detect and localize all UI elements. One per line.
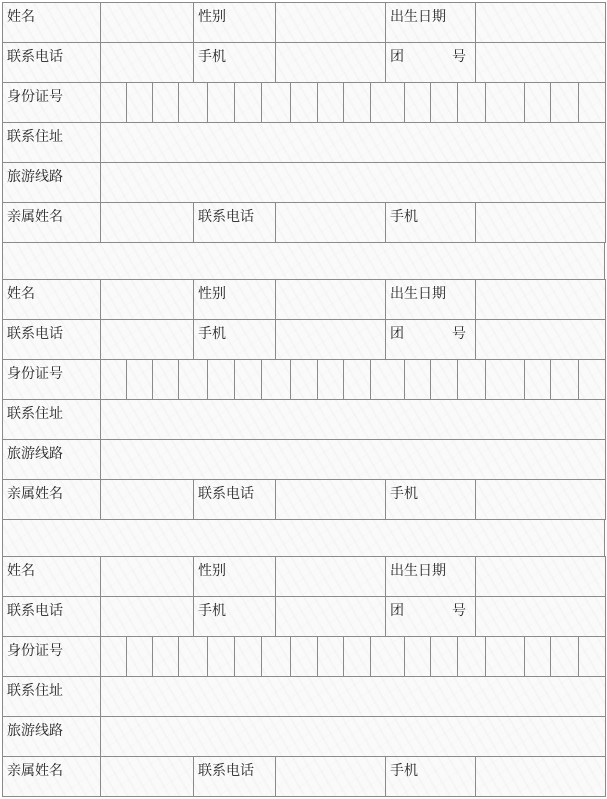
group-number-label-char: 团 [390, 49, 404, 65]
contact-phone-label: 联系电话 [2, 319, 101, 360]
group-number-label [385, 319, 476, 360]
id-digit-box[interactable] [261, 82, 291, 123]
relative-mobile-label: 手机 [385, 756, 476, 797]
id-digit-box[interactable] [207, 82, 235, 123]
id-digit-box[interactable] [126, 636, 153, 677]
mobile-field[interactable] [275, 319, 386, 360]
id-digit-box[interactable] [126, 359, 153, 400]
travel-route-label: 旅游线路 [2, 439, 101, 480]
id-digit-box[interactable] [261, 359, 291, 400]
id-digit-box[interactable] [343, 82, 371, 123]
id-digit-box[interactable] [152, 636, 179, 677]
name-field[interactable] [100, 2, 194, 43]
relative-phone-field[interactable] [275, 479, 386, 520]
traveler-entry [2, 2, 605, 243]
contact-phone-label: 联系电话 [2, 596, 101, 637]
relative-name-label: 亲属姓名 [2, 202, 101, 243]
relative-name-field[interactable] [100, 202, 194, 243]
id-digit-box[interactable] [290, 82, 318, 123]
id-digit-box[interactable] [234, 359, 262, 400]
gender-label: 性别 [193, 2, 276, 43]
group-number-label-char: 团 [390, 603, 404, 619]
travel-route-field[interactable] [100, 162, 606, 203]
relative-mobile-label: 手机 [385, 202, 476, 243]
birth-date-field[interactable] [475, 2, 606, 43]
id-digit-box[interactable] [485, 82, 525, 123]
mobile-field[interactable] [275, 42, 386, 83]
id-digit-box[interactable] [524, 359, 551, 400]
relative-mobile-label: 手机 [385, 479, 476, 520]
id-digit-box[interactable] [524, 636, 551, 677]
birth-date-label: 出生日期 [385, 2, 476, 43]
contact-address-field[interactable] [100, 676, 606, 717]
id-digit-box[interactable] [457, 359, 486, 400]
id-digit-box[interactable] [343, 359, 371, 400]
gender-label: 性别 [193, 279, 276, 320]
group-number-label-char: 团 [390, 326, 404, 342]
relative-mobile-field[interactable] [475, 756, 606, 797]
group-number-field[interactable] [475, 596, 606, 637]
group-number-label-char: 号 [452, 603, 466, 619]
id-digit-box[interactable] [404, 636, 431, 677]
traveler-registration-form [2, 2, 605, 796]
id-digit-box[interactable] [457, 82, 486, 123]
id-digit-box[interactable] [550, 359, 579, 400]
id-digit-box[interactable] [370, 636, 405, 677]
gender-field[interactable] [275, 556, 386, 597]
id-digit-box[interactable] [550, 82, 579, 123]
id-digit-box[interactable] [317, 359, 344, 400]
id-digit-box[interactable] [578, 359, 606, 400]
group-number-field[interactable] [475, 42, 606, 83]
contact-address-label: 联系住址 [2, 122, 101, 163]
name-field[interactable] [100, 556, 194, 597]
travel-route-label: 旅游线路 [2, 716, 101, 757]
id-digit-box[interactable] [578, 636, 606, 677]
travel-route-field[interactable] [100, 716, 606, 757]
birth-date-label: 出生日期 [385, 279, 476, 320]
relative-name-label: 亲属姓名 [2, 479, 101, 520]
id-digit-box[interactable] [178, 359, 208, 400]
relative-phone-field[interactable] [275, 756, 386, 797]
birth-date-field[interactable] [475, 279, 606, 320]
name-label: 姓名 [2, 556, 101, 597]
contact-address-label: 联系住址 [2, 676, 101, 717]
id-number-label: 身份证号 [2, 636, 101, 677]
id-digit-box[interactable] [430, 359, 458, 400]
contact-address-field[interactable] [100, 399, 606, 440]
gender-field[interactable] [275, 2, 386, 43]
id-number-label: 身份证号 [2, 82, 101, 123]
id-digit-box[interactable] [343, 636, 371, 677]
group-separator [2, 242, 605, 280]
contact-address-field[interactable] [100, 122, 606, 163]
id-digit-box[interactable] [126, 82, 153, 123]
id-digit-box[interactable] [317, 636, 344, 677]
id-digit-box[interactable] [261, 636, 291, 677]
contact-phone-field[interactable] [100, 596, 194, 637]
contact-phone-field[interactable] [100, 319, 194, 360]
travel-route-label: 旅游线路 [2, 162, 101, 203]
id-digit-box[interactable] [100, 636, 127, 677]
birth-date-label: 出生日期 [385, 556, 476, 597]
relative-name-field[interactable] [100, 479, 194, 520]
id-digit-box[interactable] [430, 636, 458, 677]
contact-phone-field[interactable] [100, 42, 194, 83]
id-digit-box[interactable] [178, 636, 208, 677]
id-digit-box[interactable] [290, 636, 318, 677]
relative-phone-label: 联系电话 [193, 479, 276, 520]
id-digit-box[interactable] [152, 82, 179, 123]
group-number-label [385, 596, 476, 637]
id-digit-box[interactable] [370, 359, 405, 400]
id-digit-box[interactable] [550, 636, 579, 677]
relative-phone-label: 联系电话 [193, 202, 276, 243]
relative-phone-label: 联系电话 [193, 756, 276, 797]
id-digit-box[interactable] [404, 82, 431, 123]
id-digit-box[interactable] [178, 82, 208, 123]
mobile-label: 手机 [193, 319, 276, 360]
group-number-field[interactable] [475, 319, 606, 360]
group-number-label-char: 号 [452, 49, 466, 65]
id-digit-box[interactable] [430, 82, 458, 123]
id-digit-box[interactable] [404, 359, 431, 400]
id-digit-box[interactable] [234, 82, 262, 123]
id-digit-box[interactable] [524, 82, 551, 123]
mobile-field[interactable] [275, 596, 386, 637]
id-digit-box[interactable] [207, 359, 235, 400]
relative-name-label: 亲属姓名 [2, 756, 101, 797]
id-digit-box[interactable] [290, 359, 318, 400]
id-digit-box[interactable] [152, 359, 179, 400]
gender-field[interactable] [275, 279, 386, 320]
id-digit-box[interactable] [485, 636, 525, 677]
id-digit-box[interactable] [578, 82, 606, 123]
relative-phone-field[interactable] [275, 202, 386, 243]
relative-mobile-field[interactable] [475, 479, 606, 520]
id-digit-box[interactable] [100, 82, 127, 123]
contact-phone-label: 联系电话 [2, 42, 101, 83]
id-digit-box[interactable] [234, 636, 262, 677]
name-label: 姓名 [2, 2, 101, 43]
group-number-label-char: 号 [452, 326, 466, 342]
name-label: 姓名 [2, 279, 101, 320]
group-separator [2, 519, 605, 557]
id-digit-box[interactable] [317, 82, 344, 123]
contact-address-label: 联系住址 [2, 399, 101, 440]
name-field[interactable] [100, 279, 194, 320]
mobile-label: 手机 [193, 42, 276, 83]
id-digit-box[interactable] [370, 82, 405, 123]
gender-label: 性别 [193, 556, 276, 597]
mobile-label: 手机 [193, 596, 276, 637]
relative-mobile-field[interactable] [475, 202, 606, 243]
id-digit-box[interactable] [100, 359, 127, 400]
id-digit-box[interactable] [457, 636, 486, 677]
id-digit-box[interactable] [485, 359, 525, 400]
traveler-entry [2, 279, 605, 520]
group-number-label [385, 42, 476, 83]
travel-route-field[interactable] [100, 439, 606, 480]
birth-date-field[interactable] [475, 556, 606, 597]
traveler-entry [2, 556, 605, 797]
id-number-label: 身份证号 [2, 359, 101, 400]
relative-name-field[interactable] [100, 756, 194, 797]
id-digit-box[interactable] [207, 636, 235, 677]
